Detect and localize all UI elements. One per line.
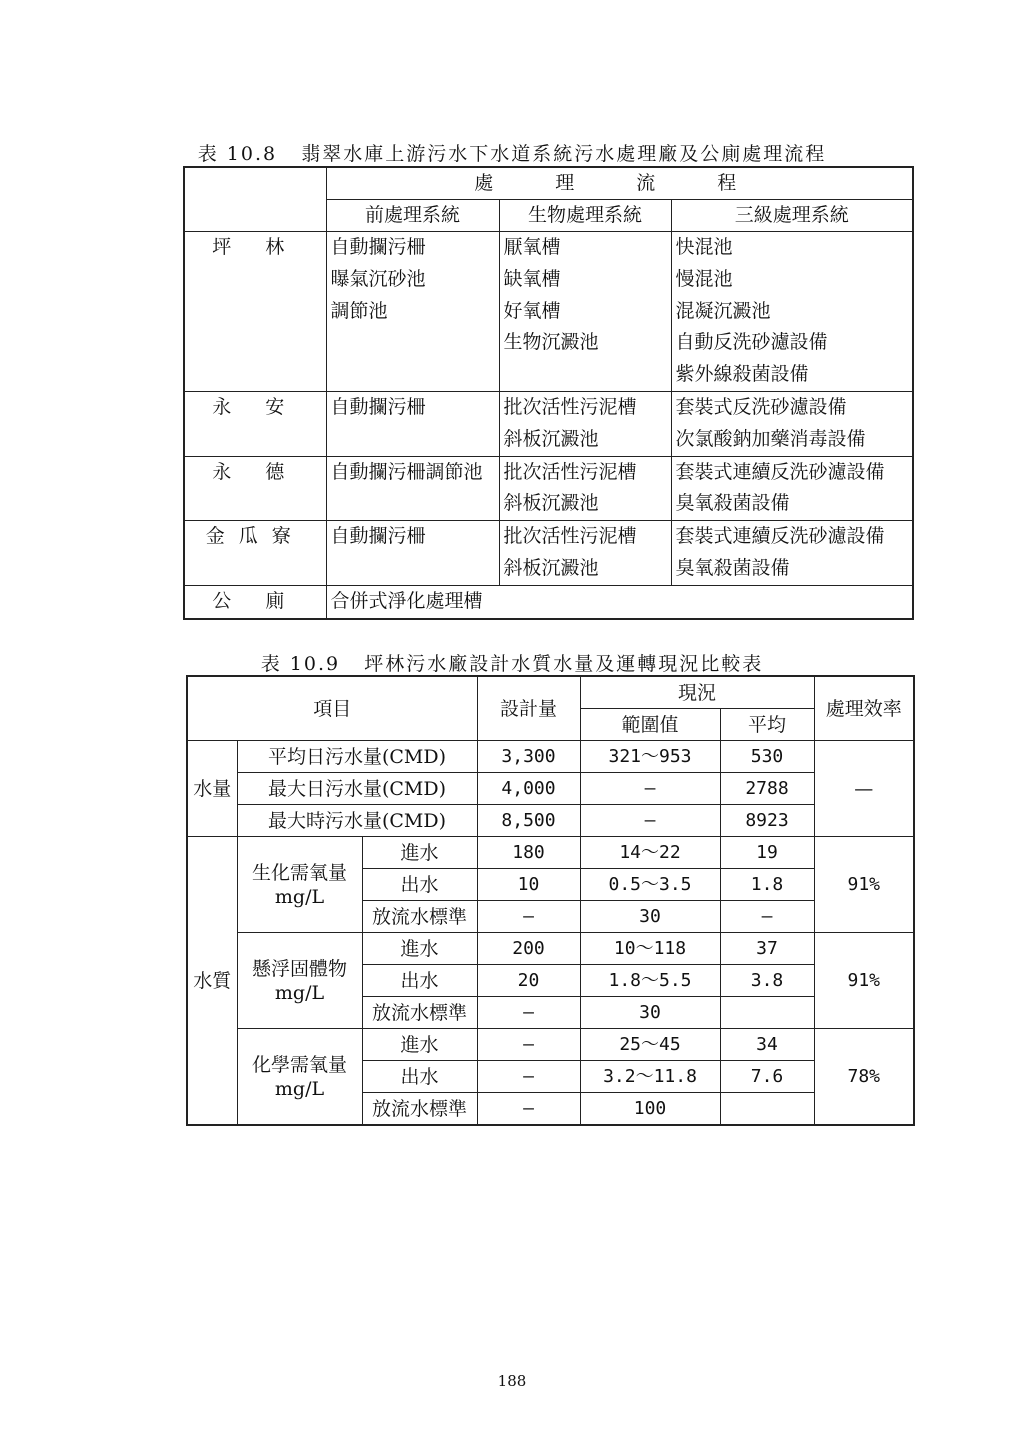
tertiary-process-cell — [671, 456, 913, 521]
efficiency-value: 91% — [814, 933, 914, 1029]
design-value: — — [477, 997, 580, 1029]
pre-process-cell — [326, 232, 499, 392]
range-value: 321～953 — [580, 741, 720, 773]
bio-process-cell — [499, 232, 671, 392]
tertiary-process-cell — [671, 521, 913, 586]
avg-value: 3.8 — [720, 965, 814, 997]
pre-process-cell — [326, 456, 499, 521]
pre-process-cell — [326, 521, 499, 586]
range-value: 30 — [580, 901, 720, 933]
table-row — [187, 933, 914, 965]
table-row — [184, 232, 913, 392]
tertiary-process-cell — [671, 391, 913, 456]
group-label: 水量 — [187, 741, 237, 837]
bio-treatment-header: 生物處理系統 — [499, 200, 671, 232]
item-label: 放流水標準 — [362, 1093, 477, 1126]
process-item: 自動攔污柵 — [330, 236, 426, 258]
design-value: 8,500 — [477, 805, 580, 837]
site-cell: 公 廁 — [184, 585, 326, 618]
avg-value: 8923 — [720, 805, 814, 837]
item-label: 最大時污水量(CMD) — [237, 805, 477, 837]
group-label: 水質 — [187, 837, 237, 1126]
process-item: 自動反洗砂濾設備 — [675, 331, 828, 354]
design-value: — — [477, 1061, 580, 1093]
process-item: 自動攔污柵 — [330, 525, 426, 548]
pre-treatment-header: 前處理系統 — [326, 200, 499, 232]
table-10-9-caption: 表 10.9 坪林污水廠設計水質水量及運轉現況比較表 — [260, 653, 764, 675]
parameter-name: 懸浮固體物 — [251, 957, 347, 980]
parameter-cell — [237, 837, 362, 933]
range-value: 14～22 — [580, 837, 720, 869]
item-label: 平均日污水量(CMD) — [237, 741, 477, 773]
range-value: 10～118 — [580, 933, 720, 965]
process-item: 批次活性污泥槽 — [503, 460, 637, 483]
item-label: 最大日污水量(CMD) — [237, 773, 477, 805]
bio-process-cell — [499, 391, 671, 456]
item-label: 進水 — [362, 1029, 477, 1061]
process-item: 臭氧殺菌設備 — [675, 556, 790, 579]
avg-value: 7.6 — [720, 1061, 814, 1093]
avg-value: 34 — [720, 1029, 814, 1061]
bio-process-cell — [499, 456, 671, 521]
avg-value: 19 — [720, 837, 814, 869]
item-label: 進水 — [362, 837, 477, 869]
process-item: 自動攔污柵 — [330, 395, 426, 418]
process-item: 斜板沉澱池 — [503, 492, 599, 515]
corner-cell — [184, 167, 326, 232]
process-item: 批次活性污泥槽 — [503, 525, 637, 548]
range-header: 範圍值 — [580, 709, 720, 741]
item-header: 項目 — [187, 676, 477, 741]
parameter-cell — [237, 933, 362, 1029]
process-item: 批次活性污泥槽 — [503, 395, 637, 418]
table-row — [187, 741, 914, 773]
process-item: 快混池 — [675, 236, 733, 258]
avg-value: — — [720, 901, 814, 933]
table-row — [187, 773, 914, 805]
process-item: 紫外線殺菌設備 — [675, 363, 809, 386]
treatment-process-table — [183, 166, 914, 620]
parameter-name: 生化需氧量 — [251, 861, 347, 884]
site-cell: 金瓜寮 — [184, 521, 326, 586]
toilet-process-cell: 合併式淨化處理槽 — [326, 585, 913, 618]
range-value: — — [580, 805, 720, 837]
process-item: 曝氣沉砂池 — [330, 267, 426, 290]
process-item: 次氯酸鈉加藥消毒設備 — [675, 427, 866, 450]
avg-value: 1.8 — [720, 869, 814, 901]
process-item: 臭氧殺菌設備 — [675, 492, 790, 515]
parameter-cell — [237, 1029, 362, 1126]
design-value: — — [477, 1029, 580, 1061]
page-number: 188 — [497, 1372, 527, 1390]
process-item: 自動攔污柵調節池 — [330, 460, 483, 483]
avg-value — [720, 997, 814, 1029]
process-item: 調節池 — [330, 299, 388, 322]
site-cell: 永 德 — [184, 456, 326, 521]
efficiency-header: 處理效率 — [814, 676, 914, 741]
design-value: 200 — [477, 933, 580, 965]
design-header: 設計量 — [477, 676, 580, 741]
design-value: — — [477, 1093, 580, 1126]
parameter-unit: mg/L — [274, 1077, 325, 1100]
process-item: 厭氧槽 — [503, 236, 561, 258]
site-cell: 永 安 — [184, 391, 326, 456]
table-row — [184, 456, 913, 521]
site-cell: 坪 林 — [184, 232, 326, 392]
range-value: — — [580, 773, 720, 805]
item-label: 出水 — [362, 869, 477, 901]
bio-process-cell — [499, 521, 671, 586]
table-row — [187, 837, 914, 869]
design-value: 10 — [477, 869, 580, 901]
process-item: 套裝式連續反洗砂濾設備 — [675, 460, 885, 483]
process-item: 混凝沉澱池 — [675, 299, 771, 322]
table-row — [184, 521, 913, 586]
design-value: 20 — [477, 965, 580, 997]
range-value: 3.2～11.8 — [580, 1061, 720, 1093]
process-item: 好氧槽 — [503, 299, 561, 322]
table-row — [184, 391, 913, 456]
range-value: 30 — [580, 997, 720, 1029]
pre-process-cell — [326, 391, 499, 456]
process-item: 缺氧槽 — [503, 267, 561, 290]
item-label: 進水 — [362, 933, 477, 965]
process-item: 斜板沉澱池 — [503, 556, 599, 579]
pinglin-comparison-table — [186, 675, 915, 1126]
avg-value: 37 — [720, 933, 814, 965]
parameter-unit: mg/L — [274, 981, 325, 1004]
efficiency-value: 78% — [814, 1029, 914, 1126]
efficiency-value: 91% — [814, 837, 914, 933]
table-row — [187, 805, 914, 837]
parameter-unit: mg/L — [274, 885, 325, 908]
parameter-name: 化學需氧量 — [251, 1053, 347, 1076]
range-value: 25～45 — [580, 1029, 720, 1061]
tertiary-process-cell — [671, 232, 913, 392]
process-header: 處 理 流 程 — [326, 167, 913, 200]
process-item: 套裝式反洗砂濾設備 — [675, 395, 847, 418]
design-value: 3,300 — [477, 741, 580, 773]
range-value: 100 — [580, 1093, 720, 1126]
item-label: 出水 — [362, 965, 477, 997]
range-value: 0.5～3.5 — [580, 869, 720, 901]
design-value: — — [477, 901, 580, 933]
item-label: 出水 — [362, 1061, 477, 1093]
current-header: 現況 — [580, 676, 814, 709]
process-item: 慢混池 — [675, 267, 733, 290]
process-item: 斜板沉澱池 — [503, 427, 599, 450]
process-item: 套裝式連續反洗砂濾設備 — [675, 525, 885, 548]
table-row — [187, 1029, 914, 1061]
tertiary-treatment-header: 三級處理系統 — [671, 200, 913, 232]
avg-value — [720, 1093, 814, 1126]
avg-value: 530 — [720, 741, 814, 773]
efficiency-value: — — [814, 741, 914, 837]
process-item: 生物沉澱池 — [503, 331, 599, 354]
design-value: 4,000 — [477, 773, 580, 805]
item-label: 放流水標準 — [362, 901, 477, 933]
avg-header: 平均 — [720, 709, 814, 741]
avg-value: 2788 — [720, 773, 814, 805]
range-value: 1.8～5.5 — [580, 965, 720, 997]
design-value: 180 — [477, 837, 580, 869]
item-label: 放流水標準 — [362, 997, 477, 1029]
table-10-8-caption: 表 10.8 翡翠水庫上游污水下水道系統污水處理廠及公廁處理流程 — [197, 143, 827, 165]
